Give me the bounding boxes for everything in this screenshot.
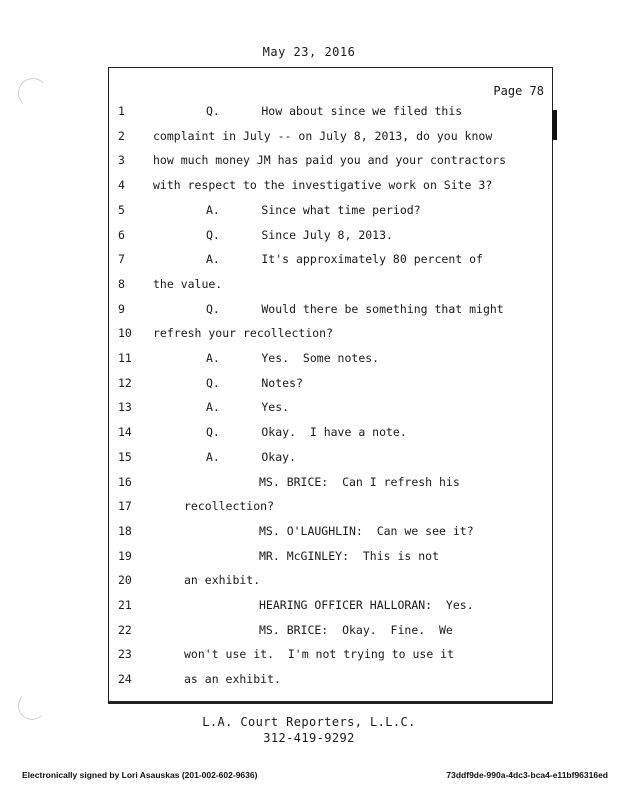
line-number: 11 bbox=[118, 351, 132, 365]
line-number: 5 bbox=[118, 203, 125, 217]
line-number: 10 bbox=[118, 326, 132, 340]
page-edge-marker bbox=[552, 110, 557, 140]
line-number: 15 bbox=[118, 450, 132, 464]
line-text: MS. O'LAUGHLIN: Can we see it? bbox=[259, 524, 474, 538]
line-text: Q. How about since we filed this bbox=[206, 104, 463, 118]
line-text: an exhibit. bbox=[184, 573, 261, 587]
line-number: 6 bbox=[118, 228, 125, 242]
line-text: recollection? bbox=[184, 499, 275, 513]
transcript-date: May 23, 2016 bbox=[262, 45, 356, 59]
punch-hole-mark bbox=[18, 78, 48, 108]
line-text: A. Okay. bbox=[206, 450, 297, 464]
line-number: 9 bbox=[118, 302, 125, 316]
line-number: 7 bbox=[118, 252, 125, 266]
line-number: 16 bbox=[118, 475, 132, 489]
line-text: Q. Would there be something that might bbox=[206, 302, 504, 316]
line-number: 4 bbox=[118, 178, 125, 192]
line-text: A. It's approximately 80 percent of bbox=[206, 252, 483, 266]
page-number: Page 78 bbox=[493, 84, 544, 98]
line-number: 13 bbox=[118, 400, 132, 414]
line-text: the value. bbox=[153, 277, 223, 291]
line-text: Q. Notes? bbox=[206, 376, 303, 390]
reporter-firm: L.A. Court Reporters, L.L.C. bbox=[202, 715, 416, 729]
line-number: 21 bbox=[118, 598, 132, 612]
line-text: refresh your recollection? bbox=[153, 326, 334, 340]
line-number: 24 bbox=[118, 672, 132, 686]
line-number: 17 bbox=[118, 499, 132, 513]
line-text: how much money JM has paid you and your contractors bbox=[153, 153, 507, 167]
line-number: 23 bbox=[118, 647, 132, 661]
line-number: 14 bbox=[118, 425, 132, 439]
line-number: 2 bbox=[118, 129, 125, 143]
line-number: 8 bbox=[118, 277, 125, 291]
document-hash: 73ddf9de-990a-4dc3-bca4-e11bf96316ed bbox=[446, 770, 608, 780]
e-signature-text: Electronically signed by Lori Asauskas (201-002-602-9636) bbox=[22, 770, 258, 780]
line-text: complaint in July -- on July 8, 2013, do you know bbox=[153, 129, 493, 143]
line-number: 22 bbox=[118, 623, 132, 637]
line-text: MS. BRICE: Can I refresh his bbox=[259, 475, 460, 489]
line-text: A. Yes. Some notes. bbox=[206, 351, 380, 365]
line-number: 1 bbox=[118, 104, 125, 118]
line-number: 3 bbox=[118, 153, 125, 167]
line-text: with respect to the investigative work on Site 3? bbox=[153, 178, 493, 192]
line-text: Q. Okay. I have a note. bbox=[206, 425, 407, 439]
line-text: A. Since what time period? bbox=[206, 203, 421, 217]
line-text: won't use it. I'm not trying to use it bbox=[184, 647, 455, 661]
line-text: HEARING OFFICER HALLORAN: Yes. bbox=[259, 598, 474, 612]
line-number: 12 bbox=[118, 376, 132, 390]
line-text: as an exhibit. bbox=[184, 672, 281, 686]
line-number: 20 bbox=[118, 573, 132, 587]
line-number: 18 bbox=[118, 524, 132, 538]
line-text: A. Yes. bbox=[206, 400, 290, 414]
reporter-phone: 312-419-9292 bbox=[263, 731, 355, 745]
line-text: Q. Since July 8, 2013. bbox=[206, 228, 393, 242]
line-text: MS. BRICE: Okay. Fine. We bbox=[259, 623, 453, 637]
line-number: 19 bbox=[118, 549, 132, 563]
line-text: MR. McGINLEY: This is not bbox=[259, 549, 440, 563]
